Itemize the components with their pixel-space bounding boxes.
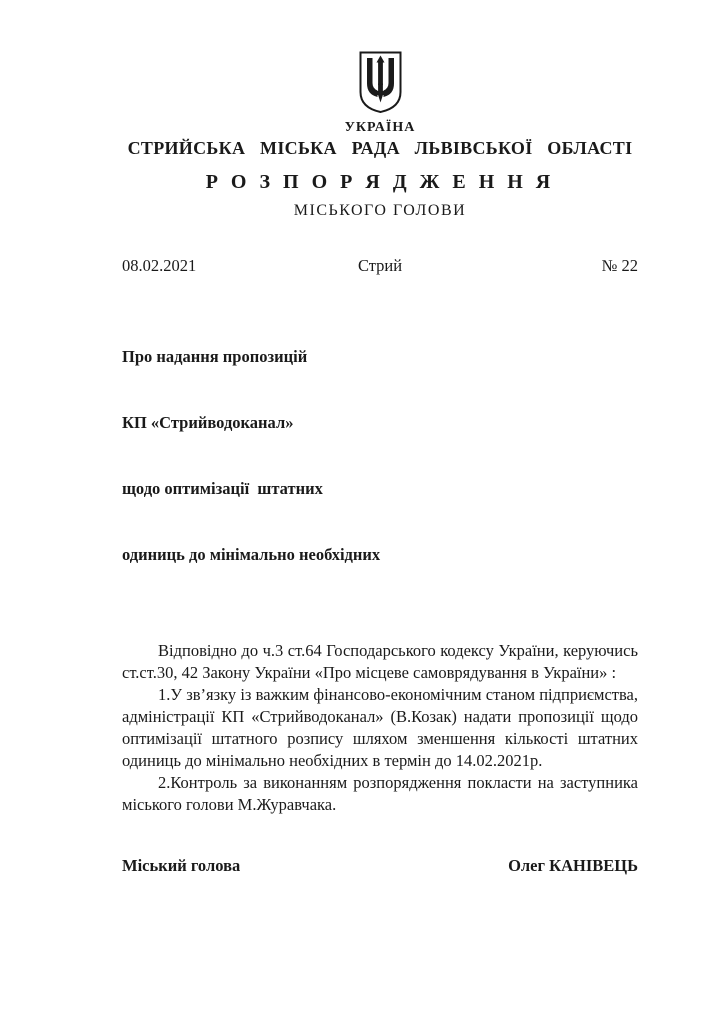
body-paragraph: 2.Контроль за виконанням розпорядження покласти на заступника міського голови М.Журавчака. [122, 773, 638, 814]
council-name: СТРИЙСЬКА МІСЬКА РАДА ЛЬВІВСЬКОЇ ОБЛАСТІ [127, 138, 633, 158]
coat-of-arms [122, 50, 638, 114]
body-paragraph: 1.У зв’язку із важким фінансово-економічним станом підприємства, адміністрації КП «Стрийводоканал» (В.Козак) надати пропозиції щодо оптимізації штатного розпису шляхом зменшення кількості штатних одиниць до мінімально необхідних в термін до 14.02.2021р. [122, 685, 638, 770]
document-place: Стрий [357, 256, 403, 275]
document-header [0, 50, 724, 220]
tryzub-shield-icon [357, 50, 404, 114]
subject-line: щодо оптимізації штатних [122, 479, 323, 498]
body-text [122, 640, 638, 816]
header-column [122, 50, 638, 220]
document-date: 08.02.2021 [122, 256, 197, 275]
body-paragraph: Відповідно до ч.3 ст.64 Господарського кодексу України, керуючись ст.ст.30, 42 Закону України «Про місцеве самоврядування в України» : [122, 641, 638, 682]
signature-row [122, 856, 638, 876]
country-label: УКРАЇНА [344, 120, 416, 135]
subject-line: одиниць до мінімально необхідних [122, 545, 381, 564]
subject-line: КП «Стрийводоканал» [122, 413, 294, 432]
subject-block [122, 302, 638, 610]
meta-row [122, 256, 638, 276]
document-number: № 22 [601, 256, 638, 275]
signer-name: Олег КАНІВЕЦЬ [508, 856, 638, 875]
subject-line: Про надання пропозицій [122, 347, 308, 366]
document-content [122, 256, 638, 876]
document-subtype: МІСЬКОГО ГОЛОВИ [293, 202, 467, 219]
signer-role: Міський голова [122, 856, 241, 875]
document-type-title: Р О З П О Р Я Д Ж Е Н Н Я [205, 171, 555, 193]
